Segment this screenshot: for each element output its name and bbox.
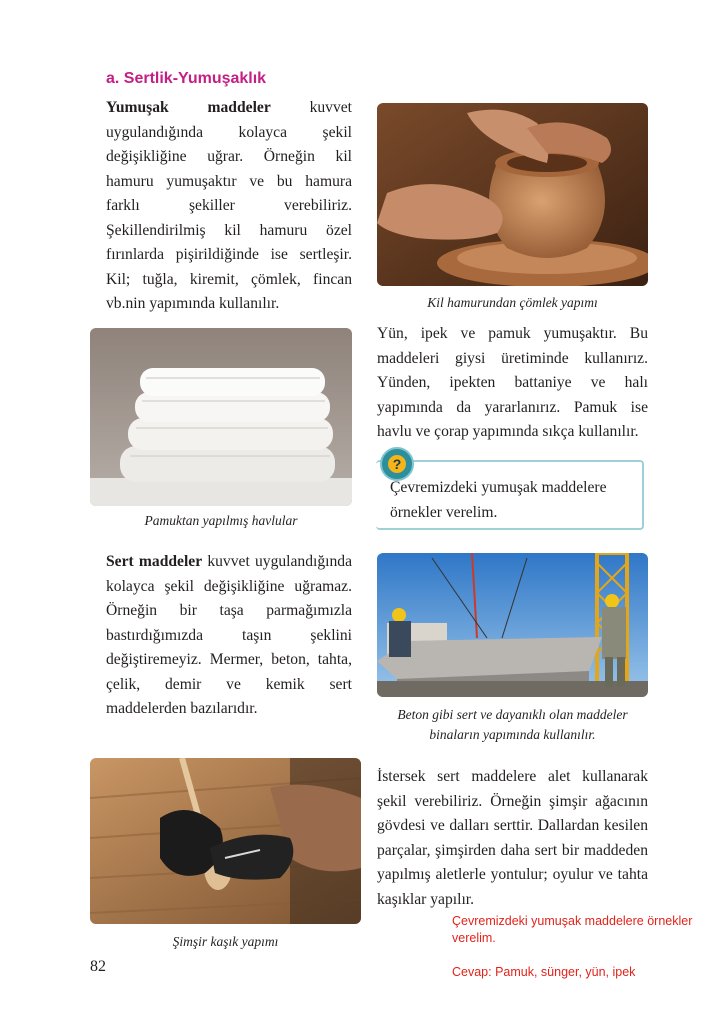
concrete-caption-line-1: Beton gibi sert ve dayanıklı olan maddeler xyxy=(397,707,628,722)
soft-materials-term: Yumuşak maddeler xyxy=(106,99,271,116)
concrete-caption-line-2: binaların yapımında kullanılır. xyxy=(429,727,596,742)
wool-paragraph: Yün, ipek ve pamuk yumuşaktır. Bu maddeleri giysi üretiminde kullanırız. Yünden, ipekten battaniye ve halı yapımında da yararlanırız. Pamuk ise havlu ve çorap yapımında sıkça kullanılır. xyxy=(377,325,648,440)
page-number: 82 xyxy=(90,958,106,975)
shaping-paragraph: İstersek sert maddelere alet kullanarak şekil verebiliriz. Örneğin şimşir ağacının gövdesi ve dalları serttir. Dallardan kesilen parçalar, şimşirden daha sert bir maddeden yapılmış aletlerle yontulur; oyulur ve tahta kaşıklar yapılır. xyxy=(377,768,648,908)
soft-materials-paragraph xyxy=(106,96,352,317)
hard-materials-paragraph xyxy=(106,550,352,722)
question-text: Çevremizdeki yumuşak maddelere örnekler verelim. xyxy=(390,479,607,521)
spoon-caption: Şimşir kaşık yapımı xyxy=(172,934,279,949)
concrete-photo xyxy=(377,553,648,697)
section-heading: a. Sertlik-Yumuşaklık xyxy=(106,70,267,87)
pottery-caption: Kil hamurundan çömlek yapımı xyxy=(427,295,598,310)
construction-illustration xyxy=(377,553,648,697)
concrete-caption xyxy=(375,705,650,745)
question-mark-icon: ? xyxy=(388,455,406,473)
pottery-illustration xyxy=(377,103,648,286)
towels-illustration xyxy=(90,328,352,506)
towels-photo xyxy=(90,328,352,506)
spoon-photo xyxy=(90,758,361,924)
hard-materials-term: Sert maddeler xyxy=(106,553,203,570)
note-question: Çevremizdeki yumuşak maddelere örnekler verelim. xyxy=(452,914,693,945)
note-answer: Cevap: Pamuk, sünger, yün, ipek xyxy=(452,965,636,979)
wood-carving-illustration xyxy=(90,758,361,924)
pottery-photo xyxy=(377,103,648,286)
hard-materials-text: kuvvet uygulandığında kolayca şekil değişikliğine uğramaz. Örneğin bir taşa parmağımızla bastırdığımızda taşın şeklini değiştiremeyiz. Mermer, beton, tahta, çelik, demir ve kemik sert maddelerden bazılarıdır. xyxy=(106,553,352,717)
soft-materials-text: kuvvet uygulandığında kolayca şekil değişikliğine uğrar. Örneğin kil hamuru yumuşaktır ve bu hamura farklı şekiller verebiliriz. Şekillendirilmiş kil hamuru özel fırınlarda pişirildiğinde ise sertleşir. Kil; tuğla, kiremit, çömlek, fincan vb.nin yapımında kullanılır. xyxy=(106,99,353,312)
towels-caption: Pamuktan yapılmış havlular xyxy=(144,513,298,528)
